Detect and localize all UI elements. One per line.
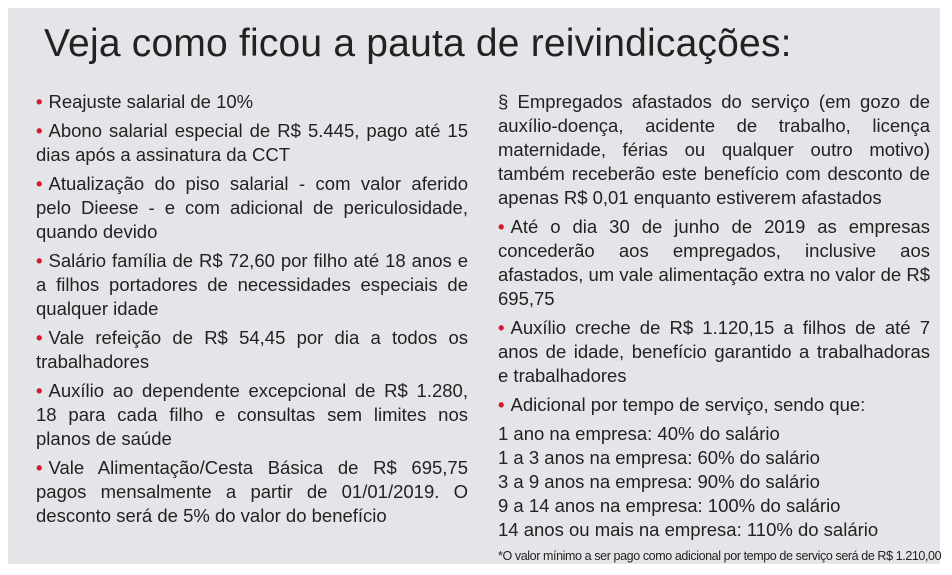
- bullet-icon: •: [36, 380, 43, 401]
- list-item-text: Auxílio ao dependente excepcional de R$ 1.280, 18 para cada filho e consultas sem limites nos planos de saúde: [36, 380, 468, 449]
- list-item: [36, 172, 468, 244]
- bullet-icon: •: [498, 394, 505, 415]
- list-item: [36, 456, 468, 528]
- list-item-text: Vale Alimentação/Cesta Básica de R$ 695,75 pagos mensalmente a partir de 01/01/2019. O desconto será de 5% do valor do benefício: [36, 457, 468, 526]
- section-paragraph: § Empregados afastados do serviço (em gozo de auxílio-doença, acidente de trabalho, licença maternidade, férias ou qualquer outro motivo) também receberão este benefício com desconto de apenas R$ 0,01 enquanto estiverem afastados: [498, 91, 930, 208]
- list-item-text: Abono salarial especial de R$ 5.445, pago até 15 dias após a assinatura da CCT: [36, 120, 468, 165]
- tenure-rate-line: 1 a 3 anos na empresa: 60% do salário: [498, 447, 820, 468]
- tenure-rate-line: 14 anos ou mais na empresa: 110% do salário: [498, 519, 879, 540]
- list-item: [36, 119, 468, 167]
- bullet-icon: •: [36, 173, 43, 194]
- right-column: [498, 90, 930, 542]
- tenure-rate-line: 9 a 14 anos na empresa: 100% do salário: [498, 495, 841, 516]
- bullet-icon: •: [36, 120, 43, 141]
- tenure-rate-line: 1 ano na empresa: 40% do salário: [498, 423, 780, 444]
- tenure-rate-line: 3 a 9 anos na empresa: 90% do salário: [498, 471, 820, 492]
- panel-title: Veja como ficou a pauta de reivindicações:: [44, 22, 792, 65]
- bullet-icon: •: [36, 457, 43, 478]
- left-column: [36, 90, 468, 533]
- list-item-text: Reajuste salarial de 10%: [48, 91, 254, 112]
- list-item: [498, 316, 930, 388]
- list-item: [498, 215, 930, 311]
- list-item: [36, 90, 468, 114]
- tenure-rate-list: [498, 422, 930, 542]
- bullet-icon: •: [498, 317, 505, 338]
- list-item: [36, 379, 468, 451]
- list-item-text: Salário família de R$ 72,60 por filho até 18 anos e a filhos portadores de necessidades especiais de qualquer idade: [36, 250, 468, 319]
- info-panel: [8, 8, 940, 564]
- bullet-icon: •: [498, 216, 505, 237]
- list-item: [36, 249, 468, 321]
- bullet-icon: •: [36, 91, 43, 112]
- list-item-text: Até o dia 30 de junho de 2019 as empresas concederão aos empregados, inclusive aos afastados, um vale alimentação extra no valor de R$ 695,75: [498, 216, 930, 309]
- list-item-text: Atualização do piso salarial - com valor aferido pelo Dieese - e com adicional de periculosidade, quando devido: [36, 173, 468, 242]
- list-item-text: Auxílio creche de R$ 1.120,15 a filhos de até 7 anos de idade, benefício garantido a trabalhadoras e trabalhadores: [498, 317, 930, 386]
- bullet-icon: •: [36, 327, 43, 348]
- list-item-text: Vale refeição de R$ 54,45 por dia a todos os trabalhadores: [36, 327, 468, 372]
- footnote: *O valor mínimo a ser pago como adicional por tempo de serviço será de R$ 1.210,00: [498, 549, 942, 563]
- list-item: [36, 326, 468, 374]
- bullet-icon: •: [36, 250, 43, 271]
- list-item-text: Adicional por tempo de serviço, sendo que:: [510, 394, 866, 415]
- list-item: [498, 393, 930, 417]
